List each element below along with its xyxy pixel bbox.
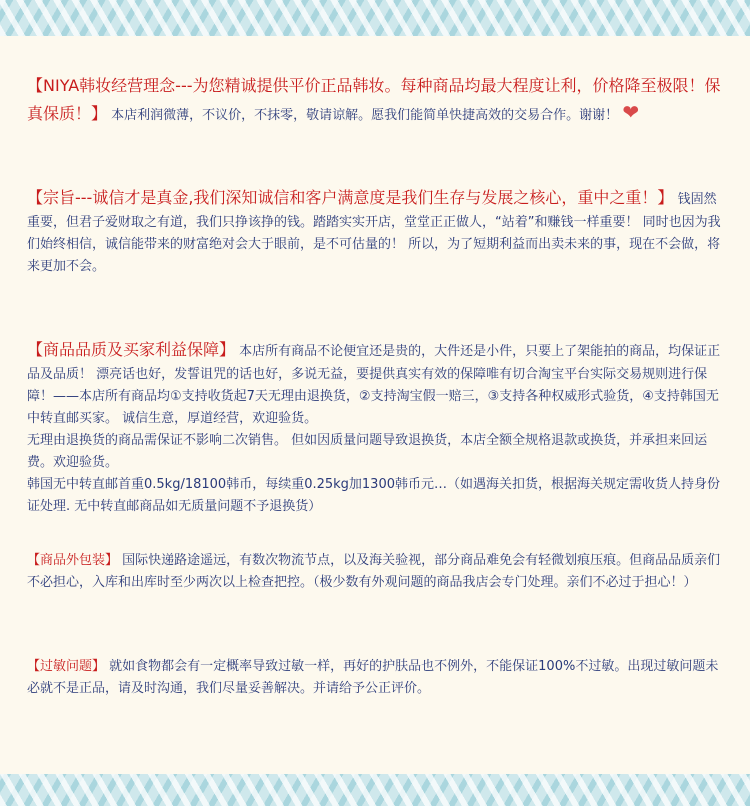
- quality-guarantee-heading: 【商品品质及买家利益保障】: [27, 340, 236, 359]
- tenet-body: 钱固然重要，但君子爱财取之有道，我们只挣该挣的钱。踏踏实实开店，堂堂正正做人，“站着”和赚钱一样重要！ 同时也因为我们始终相信，诚信能带来的财富绝对会大于眼前，是不可估量的！ 所以，为了短期利益而出卖未来的事，现在不会做，将来更加不会。: [27, 192, 721, 274]
- section-packaging: [27, 550, 727, 594]
- section-quality-guarantee: [27, 336, 727, 518]
- policy-content: [0, 36, 750, 774]
- heart-icon: ❤: [622, 100, 640, 124]
- tenet-heading: 【宗旨---诚信才是真金,我们深知诚信和客户满意度是我们生存与发展之核心，重中之重！】: [27, 188, 674, 207]
- section-tenet: [27, 184, 727, 278]
- allergy-body: 就如食物都会有一定概率导致过敏一样，再好的护肤品也不例外，不能保证100%不过敏。出现过敏问题未必就不是正品，请及时沟通，我们尽量妥善解决。并请给予公正评价。: [27, 659, 719, 696]
- packaging-body: 国际快递路途遥远，有数次物流节点，以及海关验视，部分商品难免会有轻微划痕压痕。但商品品质亲们不必担心，入库和出库时至少两次以上检查把控。（极少数有外观问题的商品我店会专门处理。亲们不必过于担心！）: [27, 553, 721, 590]
- packaging-heading: 【商品外包装】: [27, 553, 119, 568]
- section-business-philosophy: [27, 72, 727, 128]
- quality-guarantee-body: 本店所有商品不论便宜还是贵的，大件还是小件，只要上了架能拍的商品，均保证正品及品质！ 漂亮话也好，发誓诅咒的话也好，多说无益，要提供真实有效的保障唯有切合淘宝平台实际交易规则进行保障！——本店所有商品均①支持收货起7天无理由退换货，②支持淘宝假一赔三，③支持各种权威形式验货，④支持韩国无中转直邮买家。 诚信生意，厚道经营，欢迎验货。: [27, 344, 721, 426]
- allergy-heading: 【过敏问题】: [27, 659, 106, 674]
- direct-mail-shipping-note: 韩国无中转直邮首重0.5kg/18100韩币，每续重0.25kg加1300韩币元…（如遇海关扣货，根据海关规定需收货人持身份证处理. 无中转直邮商品如无质量问题不予退换货）: [27, 477, 720, 514]
- business-philosophy-heading: 【NIYA韩妆经营理念---为您精诚提供平价正品韩妆。每种商品均最大程度让利，价格降至极限！保真保质！】: [27, 76, 721, 123]
- top-border-pattern: [0, 0, 750, 36]
- section-allergy: [27, 656, 727, 700]
- return-policy-note: 无理由退换货的商品需保证不影响二次销售。 但如因质量问题导致退换货，本店全额全规格退款或换货，并承担来回运费。欢迎验货。: [27, 433, 708, 470]
- bottom-border-pattern: [0, 774, 750, 806]
- business-philosophy-body: 本店利润微薄，不议价，不抹零，敬请谅解。愿我们能简单快捷高效的交易合作。谢谢！: [111, 108, 619, 123]
